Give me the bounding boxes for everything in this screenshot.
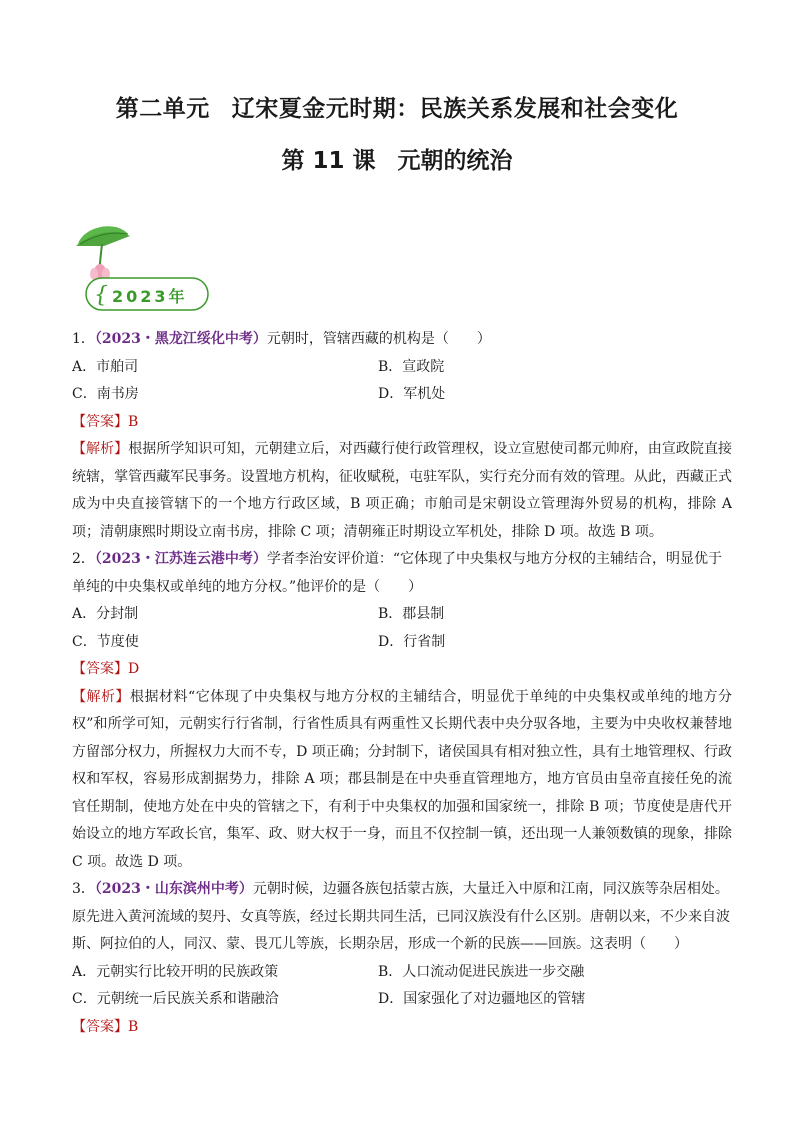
questions-area (72, 326, 732, 1041)
question-stem: 元朝时候，边疆各族包括蒙古族，大量迁入中原和江南，同汉族等杂居相处。原先进入黄河流域的契丹、女真等族，经过长期共同生活，已同汉族没有什么区别。唐朝以来，不少来自波斯、阿拉伯的人，同汉、蒙、畏兀儿等族，长期杂居，形成一个新的民族——回族。这表明（ ） (72, 881, 730, 952)
option-c: C．节度使 (72, 633, 139, 650)
unit-title: 第二单元 辽宋夏金元时期：民族关系发展和社会变化 (115, 96, 679, 122)
option-c: C．元朝统一后民族关系和谐融洽 (72, 991, 279, 1007)
options-2 (72, 601, 732, 656)
question-source: （2023・江苏连云港中考） (94, 551, 267, 567)
answer-3: 【答案】B (72, 1018, 139, 1035)
question-3: 3．（2023・山东滨州中考）元朝时候，边疆各族包括蒙古族，大量迁入中原和江南，同汉族等杂居相处。原先进入黄河流域的契丹、女真等族，经过长期共同生活，已同汉族没有什么区别。唐朝以来，不少来自波斯、阿拉伯的人，同汉、蒙、畏兀儿等族，长期杂居，形成一个新的民族——回族。这表明（ ） (72, 881, 730, 952)
lesson-title: 第 11 课 元朝的统治 (281, 148, 513, 174)
svg-text:{: { (94, 283, 108, 308)
option-d: D．国家强化了对边疆地区的管辖 (378, 991, 586, 1007)
analysis-2: 【解析】根据材料“它体现了中央集权与地方分权的主辅结合，明显优于单纯的中央集权或单纯的地方分权”和所学可知，元朝实行行省制，行省性质具有两重性又长期代表中央分驭各地，主要为中央收权兼替地方留部分权力，所握权力大而不专，D 项正确；分封制下，诸侯国具有相对独立性，具有土地管理权、行政权和军权，容易形成割据势力，排除 A 项；郡县制是在中央垂直管理地方，地方官员由皇帝直接任免的流官任期制，使地方处在中央的管辖之下，有利于中央集权的加强和国家统一，排除 B 项；节度使是唐代开始设立的地方军政长官，集军、政、财大权于一身，而且不仅控制一镇，还出现一人兼领数镇的现象，排除 C 项。故选 D 项。 (72, 688, 732, 870)
question-stem: 元朝时，管辖西藏的机构是（ ） (266, 331, 491, 347)
question-1: 1．（2023・黑龙江绥化中考）元朝时，管辖西藏的机构是（ ） (72, 331, 491, 347)
lotus-leaf-icon (70, 222, 220, 334)
title-block (0, 92, 794, 178)
question-source: （2023・山东滨州中考） (94, 881, 253, 897)
question-2: 2．（2023・江苏连云港中考）学者李治安评价道：“它体现了中央集权与地方分权的主辅结合，明显优于单纯的中央集权或单纯的地方分权。”他评价的是（ ） (72, 551, 723, 595)
option-b: B．郡县制 (378, 606, 445, 622)
option-a: A．分封制 (72, 606, 139, 622)
options-3 (72, 959, 732, 1014)
analysis-1: 【解析】根据所学知识可知，元朝建立后，对西藏行使行政管理权，设立宣慰使司都元帅府，由宣政院直接统辖，掌管西藏军民事务。设置地方机构，征收赋税，屯驻军队，实行充分而有效的管理。从此，西藏正式成为中央直接管辖下的一个地方行政区域，B 项正确；市舶司是宋朝设立管理海外贸易的机构，排除 A 项；清朝康熙时期设立南书房，排除 C 项；清朝雍正时期设立军机处，排除 D 项。故选 B 项。 (72, 441, 733, 540)
options-1 (72, 354, 732, 409)
option-d: D．军机处 (378, 386, 446, 402)
answer-1: 【答案】B (72, 413, 139, 430)
answer-2: 【答案】D (72, 661, 140, 677)
option-d: D．行省制 (378, 633, 446, 650)
question-stem: 学者李治安评价道：“它体现了中央集权与地方分权的主辅结合，明显优于单纯的中央集权或单纯的地方分权。”他评价的是（ ） (72, 551, 723, 595)
option-c: C．南书房 (72, 386, 139, 402)
year-badge (70, 222, 220, 334)
year-label: 2023年 (112, 287, 188, 306)
option-b: B．人口流动促进民族进一步交融 (378, 963, 585, 980)
option-a: A．市舶司 (72, 358, 139, 375)
question-source: （2023・黑龙江绥化中考） (94, 331, 267, 347)
option-b: B．宣政院 (378, 358, 445, 375)
option-a: A．元朝实行比较开明的民族政策 (72, 963, 279, 980)
